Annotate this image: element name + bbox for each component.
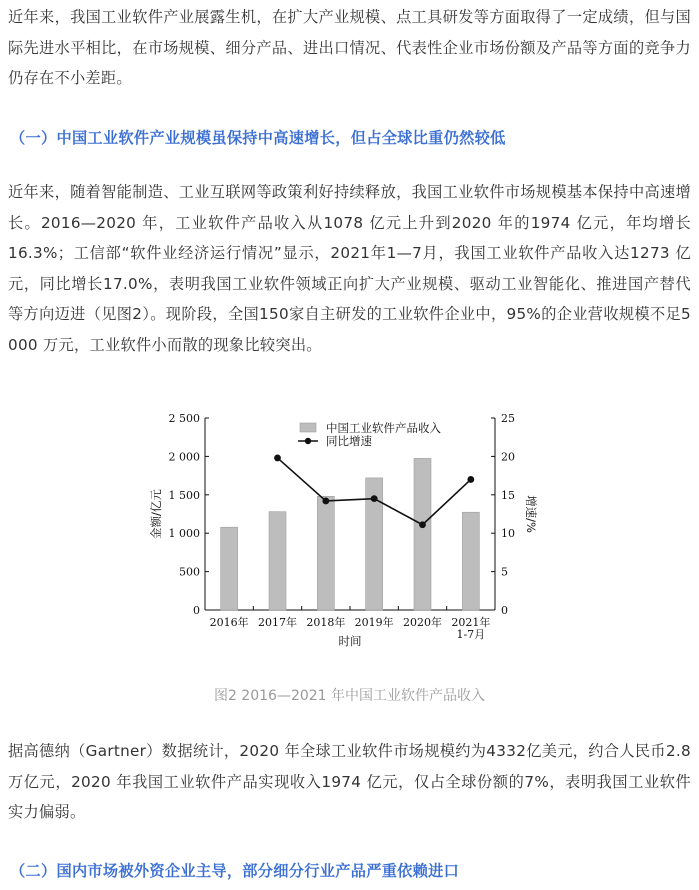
growth-rate-point	[371, 495, 378, 502]
y-tick-label-right: 0	[501, 604, 508, 617]
revenue-chart	[140, 402, 538, 652]
y-axis-title-right: 增速/%	[524, 495, 538, 533]
y-tick-label-right: 10	[501, 527, 515, 541]
bar	[221, 527, 238, 610]
y-tick-label-left: 1 500	[168, 488, 200, 502]
growth-rate-point	[419, 521, 426, 528]
y-tick-label-left: 2 000	[168, 450, 200, 464]
section-heading-1: （一）中国工业软件产业规模虽保持中高速增长，但占全球比重仍然较低	[10, 129, 506, 147]
bar	[317, 496, 334, 610]
intro-paragraph: 近年来，我国工业软件产业展露生机，在扩大产业规模、点工具研发等方面取得了一定成绩，但与国际先进水平相比，在市场规模、细分产品、进出口情况、代表性企业市场份额及产品等方面的竞争力仍存在不小差距。	[8, 8, 691, 87]
bar	[414, 458, 431, 610]
growth-rate-point	[322, 498, 329, 505]
y-tick-label-left: 500	[179, 565, 200, 579]
body-paragraph-2: 据高德纳（Gartner）数据统计，2020 年全球工业软件市场规模约为4332亿美元，约合人民币2.8万亿元，2020 年我国工业软件产品实现收入1974 亿元，仅占全球份额的7%，表明我国工业软件实力偏弱。	[8, 742, 691, 821]
x-tick-label: 1-7月	[456, 628, 486, 641]
bar	[462, 512, 479, 610]
x-tick-label: 2020年	[403, 616, 442, 629]
y-tick-label-right: 25	[501, 412, 515, 425]
body-paragraph-1: 近年来，随着智能制造、工业互联网等政策利好持续释放，我国工业软件市场规模基本保持中高速增长。2016—2020 年，工业软件产品收入从1078 亿元上升到2020 年的1974 亿元，年均增长16.3%；工信部“软件业经济运行情况”显示，2021年1—7月，我国工业软件产品收入达1273 亿元，同比增长17.0%，表明我国工业软件领域正向扩大产业规模、驱动工业智能化、推进国产替代等方向迈进（见图2）。现阶段，全国150家自主研发的工业软件企业中，95%的企业营收规模不足5 000 万元，工业软件小而散的现象比较突出。	[8, 183, 691, 354]
x-tick-label: 2017年	[258, 616, 297, 629]
y-axis-title-left: 金额/亿元	[149, 489, 163, 539]
x-tick-label: 2021年	[451, 616, 491, 629]
x-tick-label: 2016年	[209, 616, 249, 629]
y-tick-label-right: 20	[501, 450, 515, 464]
x-tick-label: 2019年	[354, 616, 394, 629]
x-axis-title: 时间	[338, 634, 362, 648]
bar	[269, 512, 286, 610]
growth-rate-point	[274, 455, 281, 462]
y-tick-label-right: 15	[501, 488, 515, 502]
growth-rate-point	[467, 476, 474, 483]
y-tick-label-left: 0	[193, 604, 200, 617]
y-tick-label-right: 5	[501, 565, 508, 579]
legend-line-marker	[305, 438, 311, 444]
legend-bar-label: 中国工业软件产品收入	[326, 421, 441, 435]
legend-bar-swatch	[300, 423, 316, 432]
y-tick-label-left: 1 000	[168, 527, 200, 541]
legend-line-label: 同比增速	[326, 434, 372, 448]
figure-caption: 图2 2016—2021 年中国工业软件产品收入	[213, 688, 486, 704]
y-tick-label-left: 2 500	[168, 412, 200, 425]
x-tick-label: 2018年	[306, 616, 346, 629]
section-heading-2: （二）国内市场被外资企业主导，部分细分行业产品严重依赖进口	[10, 862, 460, 880]
